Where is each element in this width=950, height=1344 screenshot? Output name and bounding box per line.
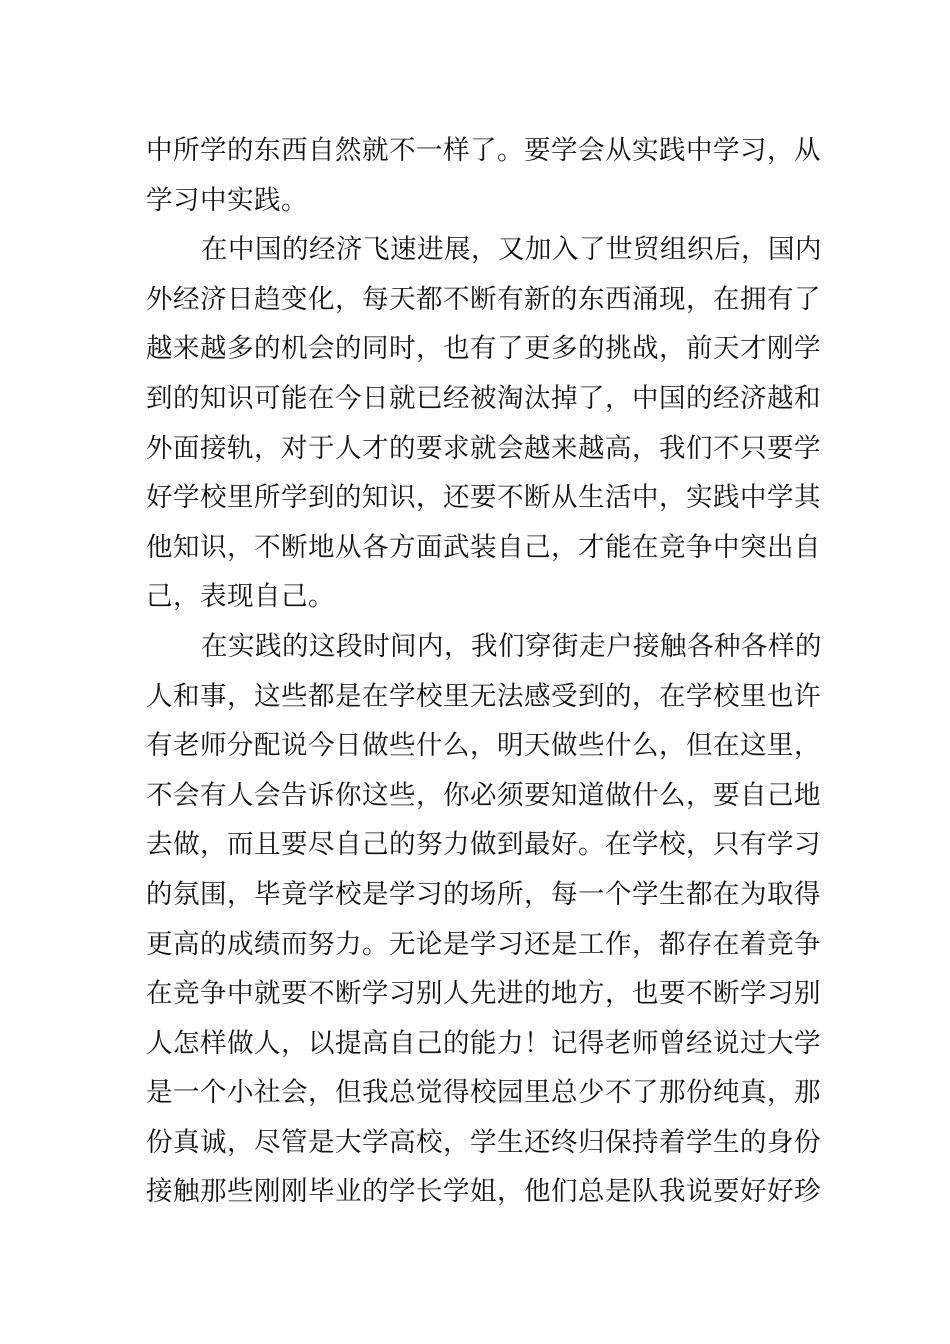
text-line: 的氛围，毕竟学校是学习的场所，每一个学生都在为取得 bbox=[146, 878, 821, 910]
paragraph-start-line: 在实践的这段时间内，我们穿街走户接触各种各样的 bbox=[201, 630, 822, 662]
text-line: 学习中实践。 bbox=[146, 184, 308, 216]
text-line: 有老师分配说今日做些什么，明天做些什么，但在这里， bbox=[146, 730, 821, 762]
paragraph-start-line: 在中国的经济飞速进展，又加入了世贸组织后，国内 bbox=[201, 234, 822, 266]
text-line: 更高的成绩而努力。无论是学习还是工作，都存在着竞争 bbox=[146, 928, 821, 960]
text-line: 不会有人会告诉你这些，你必须要知道做什么，要自己地 bbox=[146, 779, 821, 811]
text-line: 外面接轨，对于人才的要求就会越来越高，我们不只要学 bbox=[146, 432, 821, 464]
text-line: 是一个小社会，但我总觉得校园里总少不了那份纯真，那 bbox=[146, 1077, 821, 1109]
text-line: 份真诚，尽管是大学高校，学生还终归保持着学生的身份 bbox=[146, 1126, 821, 1158]
text-line: 越来越多的机会的同时，也有了更多的挑战，前天才刚学 bbox=[146, 333, 821, 365]
text-line: 去做，而且要尽自己的努力做到最好。在学校，只有学习 bbox=[146, 829, 821, 861]
text-line: 接触那些刚刚毕业的学长学姐，他们总是队我说要好好珍 bbox=[146, 1176, 821, 1208]
text-line: 人和事，这些都是在学校里无法感受到的，在学校里也许 bbox=[146, 680, 821, 712]
text-line: 在竞争中就要不断学习别人先进的地方，也要不断学习别 bbox=[146, 978, 821, 1010]
body-text bbox=[146, 126, 822, 1217]
text-line: 己，表现自己。 bbox=[146, 581, 335, 613]
text-line: 好学校里所学到的知识，还要不断从生活中，实践中学其 bbox=[146, 482, 821, 514]
text-line: 外经济日趋变化，每天都不断有新的东西涌现，在拥有了 bbox=[146, 283, 821, 315]
text-line: 中所学的东西自然就不一样了。要学会从实践中学习，从 bbox=[146, 135, 821, 166]
text-line: 到的知识可能在今日就已经被淘汰掉了，中国的经济越和 bbox=[146, 382, 821, 414]
text-line: 人怎样做人，以提高自己的能力！记得老师曾经说过大学 bbox=[146, 1027, 821, 1059]
text-line: 他知识，不断地从各方面武装自己，才能在竞争中突出自 bbox=[146, 531, 821, 563]
